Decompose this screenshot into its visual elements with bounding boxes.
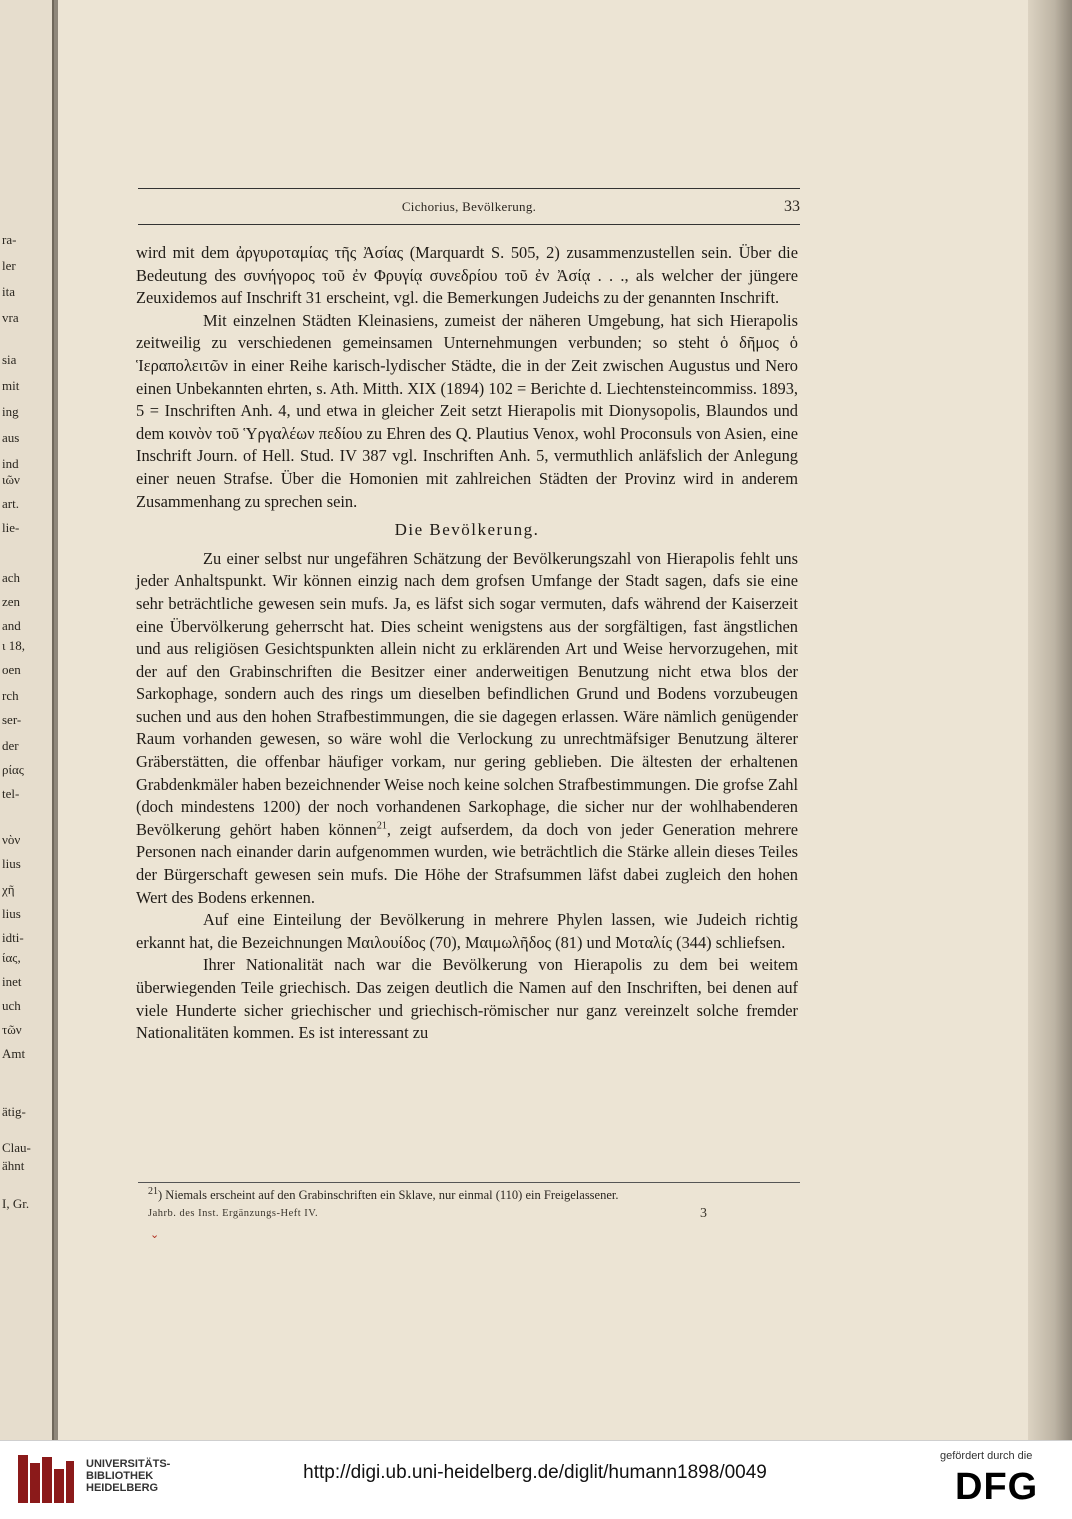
left-page-fragment: ind — [2, 456, 19, 471]
left-page-fragment: ρίας — [2, 762, 24, 777]
left-page-fragment: I, Gr. — [2, 1196, 30, 1211]
footnote-ref[interactable]: 21 — [376, 820, 387, 832]
left-page-fragment: ler — [2, 258, 16, 273]
left-page-edge — [0, 0, 54, 1440]
footnote-text: ) Niemals erscheint auf den Grabinschriften ein Sklave, nur einmal (110) ein Freigelassener. — [158, 1188, 619, 1202]
left-page-fragment: der — [2, 738, 19, 753]
left-page-fragment: art. — [2, 496, 19, 511]
left-page-fragment: Clau- — [2, 1140, 31, 1155]
left-page-fragment: χῆ — [2, 882, 15, 897]
funding-label: gefördert durch die — [940, 1450, 1033, 1462]
left-page-fragment: lie- — [2, 520, 20, 535]
left-page-fragment: vra — [2, 310, 19, 325]
left-page-fragment: uch — [2, 998, 21, 1013]
left-page-fragment: ach — [2, 570, 21, 585]
library-name[interactable] — [86, 1458, 170, 1494]
library-name-line: BIBLIOTHEK — [86, 1470, 154, 1482]
paragraph-phylen: Auf eine Einteilung der Bevölkerung in mehrere Phylen lassen, wie Judeich richtig erkannt hat, die Bezeichnungen Μαιλουίδος (70), Μαιμωλῆδος (81) und Μοταλίς (344) schliefsen. — [136, 910, 798, 952]
left-page-fragment: mit — [2, 378, 20, 393]
left-page-fragment: Amt — [2, 1046, 26, 1061]
section-title: Die Bevölkerung. — [394, 520, 540, 540]
left-page-fragment: inet — [2, 974, 22, 989]
running-head: Cichorius, Bevölkerung. — [401, 199, 537, 214]
paragraph-population — [136, 548, 798, 910]
left-page-fragment: lius — [2, 906, 21, 921]
left-page-fragment: rch — [2, 688, 19, 703]
header-rule — [138, 188, 800, 189]
sheet-signature: 3 — [700, 1206, 707, 1221]
left-page-fragment: ι 18, — [2, 638, 25, 653]
left-page-fragment: tel- — [2, 786, 20, 801]
university-library-logo-icon[interactable] — [16, 1453, 76, 1505]
left-page-fragment: ätig- — [2, 1104, 26, 1119]
pencil-mark: ⌄ — [150, 1228, 160, 1241]
library-name-line: UNIVERSITÄTS- — [86, 1458, 171, 1470]
left-page-fragment: τῶν — [2, 1022, 22, 1037]
left-page-fragment: oen — [2, 662, 21, 677]
left-page-fragment: sia — [2, 352, 17, 367]
left-page-fragment: ιῶν — [2, 472, 20, 487]
left-page-fragment: aus — [2, 430, 20, 445]
population-text-b: , zeigt aufserdem, da doch von jeder Generation mehrere Personen nach einander darin aufgenommen wurden, wie beträchtlich die Stärke allein dieses Teiles der Bürgerschaft gewesen sein mufs. Die Höhe der Strafsummen läfst dabei zugleich den hohen Wert des Bodens erkennen. — [136, 819, 798, 907]
left-page-fragment: ähnt — [2, 1158, 25, 1173]
left-page-fragment: and — [2, 618, 21, 633]
population-text-a: Zu einer selbst nur ungefähren Schätzung der Bevölkerungszahl von Hierapolis fehlt uns jeder Anhaltspunkt. Wir können einzig nach dem grofsen Umfange der Stadt sagen, dafs sie eine sehr beträchtliche gewesen sein mufs. Ja, es läfst sich sogar vermuten, dafs während der Kaiserzeit eine Übervölkerung geherrscht hat. Dies scheint wenigstens aus der sorgfältigen, fast ängstlichen und aus religiösen Gesichtspunkten allein nicht zu erklärenden Art und Weise hervorzugehen, mit der auf den Grabinschriften die Besitzer einer anderweitigen Benutzung nicht etwa blos der Sarkophage, sondern auch des rings um dieselben befindlichen Grund und Bodens vorzubeugen suchen und aus den hohen Strafbestimmungen, die sie dagegen erlassen. Wäre nämlich genügender Raum vorhanden gewesen, so wäre wohl die Verlockung zu unrechtmäfsiger Benutzung älterer Gräberstätten, die offenbar häufiger vorkam, nur gering geblieben. Die ältesten der erhaltenen Grabdenkmäler haben bezeichnender Weise noch keine solchen Strafbestimmungen. Die grofse Zahl (doch mindestens 1200) der noch vorhandenen Sarkophage, die sicher nur der wohlhabenderen Bevölkerung gehört haben können — [136, 548, 798, 839]
left-page-fragment: ing — [2, 404, 19, 419]
left-page-fragment: ra- — [2, 232, 17, 247]
left-page-fragment: ita — [2, 284, 15, 299]
left-page-fragment: lius — [2, 856, 21, 871]
footnote-number: 21 — [148, 1185, 158, 1197]
footnote — [148, 1185, 798, 1203]
left-page-fragment: νὸν — [2, 832, 21, 847]
header-rule-double — [138, 224, 800, 225]
library-name-line: HEIDELBERG — [86, 1482, 159, 1494]
left-page-fragment: zen — [2, 594, 21, 609]
page-number: 33 — [784, 198, 800, 215]
footnote-rule — [138, 1182, 800, 1183]
dfg-logo[interactable]: DFG — [955, 1466, 1039, 1508]
signature-line: Jahrb. des Inst. Ergänzungs-Heft IV. — [148, 1208, 319, 1219]
left-page-fragment: ser- — [2, 712, 22, 727]
left-page-fragment: idti- — [2, 930, 24, 945]
paragraph-cities: Mit einzelnen Städten Kleinasiens, zumeist der näheren Umgebung, hat sich Hierapolis zeitweilig zu verschiedenen gemeinsamen Unternehmungen verbunden; so steht ὁ δῆμος ὁ Ἱεραπολειτῶν in einer Reihe karisch-lydischer Städte, die in der Zeit zwischen Augustus und Nero einen Unbekannten ehrten, s. Ath. Mitth. XIX (1894) 102 = Berichte d. Liechtensteincommiss. 1893, 5 = Inschriften Anh. 4, und etwa in gleicher Zeit setzt Hierapolis mit Dionysopolis, Blaundos und dem κοινὸν τοῦ Ὑργαλέων πεδίου zu Ehren des Q. Plautius Venox, wohl Proconsuls von Asien, eine Inschrift Journ. of Hell. Stud. IV 387 vgl. Inschriften Anh. 5, vermuthlich anläfslich der Anlegung einer neuen Strafse. Über die Homonien mit zahlreichen Städten der Provinz wird in anderem Zusammenhang zu sprechen sein. — [136, 310, 799, 511]
left-page-fragment: ίας, — [2, 950, 21, 965]
paragraph-nationality: Ihrer Nationalität nach war die Bevölkerung von Hierapolis zu dem bei weitem überwiegenden Teile griechisch. Das zeigen deutlich die Namen auf den Inschriften, bei denen auf viele Hunderte sicher griechischer und griechisch-römischer nur ganz vereinzelt solche fremder Nationalitäten kommen. Es ist interessant zu — [136, 955, 798, 1043]
paragraph-continuation: wird mit dem ἀργυροταμίας τῆς Ἀσίας (Marquardt S. 505, 2) zusammenzustellen sein. Über die Bedeutung des συνήγορος τοῦ ἐν Φρυγίᾳ συνεδρίου τοῦ ἐν Ἀσίᾳ . . ., als welcher der jüngere Zeuxidemos auf Inschrift 31 erscheint, vgl. die Bemerkungen Judeichs zu der genannten Inschrift. — [136, 243, 798, 308]
right-page-edge — [1028, 0, 1072, 1440]
page-body — [136, 242, 798, 1045]
document-url[interactable]: http://digi.ub.uni-heidelberg.de/diglit/humann1898/0049 — [303, 1462, 767, 1483]
